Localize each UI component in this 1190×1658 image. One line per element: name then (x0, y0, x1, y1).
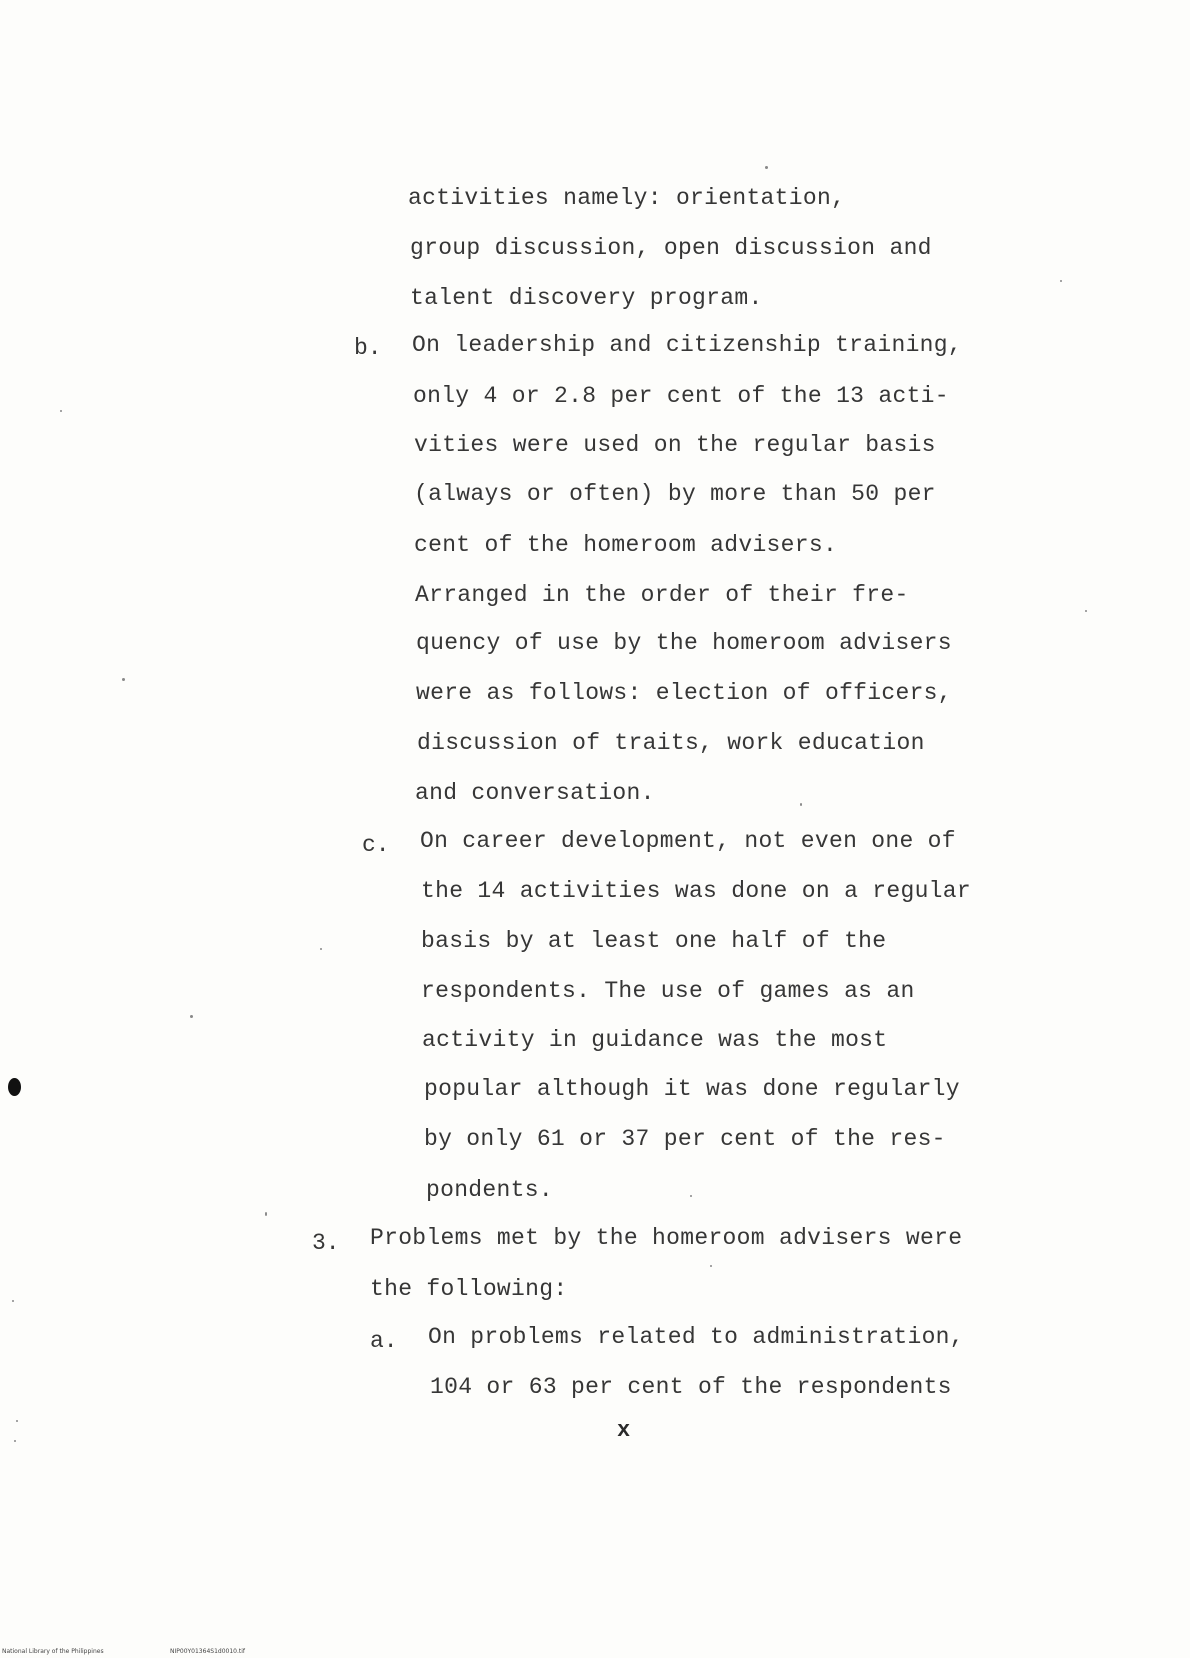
item-c-line-5: activity in guidance was the most (422, 1027, 888, 1053)
item-3-marker: 3. (312, 1230, 340, 1256)
scan-speck (1060, 280, 1062, 282)
item-3a-line-1: On problems related to administration, (428, 1324, 964, 1350)
item-c-line-3: basis by at least one half of the (421, 928, 887, 954)
scan-speck (14, 1440, 16, 1442)
scan-speck (60, 410, 62, 412)
item-b-line-7: quency of use by the homeroom advisers (416, 630, 952, 656)
item-c-line-4: respondents. The use of games as an (421, 978, 915, 1004)
scan-speck (122, 678, 125, 681)
item-b-line-8: were as follows: election of officers, (416, 680, 952, 706)
scan-speck (16, 1420, 18, 1422)
item-c-line-6: popular although it was done regularly (424, 1076, 960, 1102)
scan-speck (320, 948, 322, 950)
item-b-line-6: Arranged in the order of their fre- (415, 582, 909, 608)
continuation-line-1: activities namely: orientation, (408, 185, 846, 211)
scan-speck (800, 803, 802, 806)
continuation-line-2: group discussion, open discussion and (410, 235, 932, 261)
scan-speck (690, 1195, 692, 1197)
item-c-line-2: the 14 activities was done on a regular (421, 878, 971, 904)
scan-speck (12, 1300, 14, 1302)
scan-speck (765, 166, 768, 169)
item-b-line-5: cent of the homeroom advisers. (414, 532, 838, 558)
item-3-line-2: the following: (370, 1276, 568, 1302)
continuation-line-3: talent discovery program. (410, 285, 763, 311)
item-3a-line-2: 104 or 63 per cent of the respondents (430, 1374, 952, 1400)
scan-speck (1085, 610, 1087, 612)
page-number: x (617, 1418, 631, 1443)
item-3a-marker: a. (370, 1328, 398, 1354)
item-c-line-7: by only 61 or 37 per cent of the res- (424, 1126, 946, 1152)
scan-speck (265, 1212, 267, 1216)
item-b-line-2: only 4 or 2.8 per cent of the 13 acti- (413, 383, 949, 409)
item-b-line-1: On leadership and citizenship training, (412, 332, 962, 358)
item-c-line-1: On career development, not even one of (420, 828, 956, 854)
item-b-line-10: and conversation. (415, 780, 655, 806)
item-b-line-4: (always or often) by more than 50 per (414, 481, 936, 507)
item-3-line-1: Problems met by the homeroom advisers were (370, 1225, 963, 1251)
scan-footer-left: National Library of the Philippines (2, 1648, 104, 1655)
item-b-line-3: vities were used on the regular basis (414, 432, 936, 458)
item-b-line-9: discussion of traits, work education (417, 730, 925, 756)
item-b-marker: b. (354, 335, 382, 361)
scan-speck (710, 1265, 712, 1267)
item-c-line-8: pondents. (426, 1177, 553, 1203)
item-c-marker: c. (362, 832, 390, 858)
scan-footer-right: NIP00Y01364S1d0010.tif (170, 1648, 246, 1655)
scan-speck (190, 1015, 193, 1018)
ink-blot (8, 1078, 21, 1096)
